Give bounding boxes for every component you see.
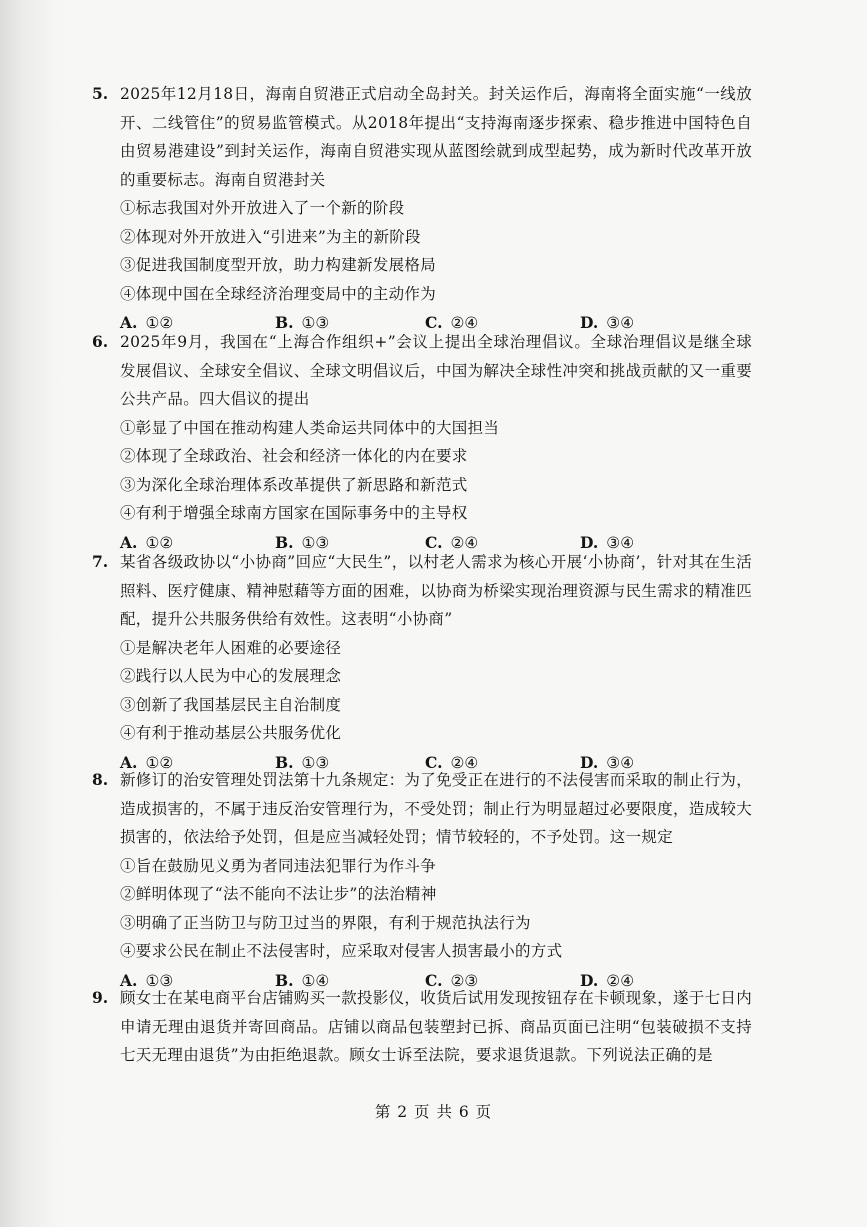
choice-c[interactable]: C. ②③ <box>425 970 479 990</box>
choice-a[interactable]: A. ①② <box>120 532 174 552</box>
choice-b[interactable]: B. ①③ <box>275 313 330 332</box>
question-number: 6. <box>92 332 109 351</box>
question-number: 7. <box>92 552 109 571</box>
statement-4: ④有利于增强全球南方国家在国际事务中的主导权 <box>120 504 468 522</box>
scan-edge-shadow <box>0 0 60 1227</box>
question-5 <box>92 80 752 338</box>
question-stem: 2025年12月18日，海南自贸港正式启动全岛封关。封关运作后，海南将全面实施“一线放开、二线管住”的贸易监管模式。从2018年提出“支持海南逐步探索、稳步推进中国特色自由贸易港建设”到封关运作，海南自贸港实现从蓝图绘就到成型起势，成为新时代改革开放的重要标志。海南自贸港封关 <box>120 85 752 189</box>
question-number: 8. <box>92 770 109 789</box>
choice-c[interactable]: C. ②④ <box>425 532 479 552</box>
statement-2: ②体现对外开放进入“引进来”为主的新阶段 <box>120 227 421 246</box>
statement-1: ①是解决老年人困难的必要途径 <box>120 638 342 657</box>
choice-d[interactable]: D. ③④ <box>580 752 635 772</box>
choice-a[interactable]: A. ①② <box>120 313 174 332</box>
question-stem: 某省各级政协以“小协商”回应“大民生”，以村老人需求为核心开展‘小协商’，针对其在生活照料、医疗健康、精神慰藉等方面的困难，以协商为桥梁实现治理资源与民生需求的精准匹配，提升公共服务供给有效性。这表明“小协商” <box>120 553 753 628</box>
statement-1: ①旨在鼓励见义勇为者同违法犯罪行为作斗争 <box>120 856 437 875</box>
choice-b[interactable]: B. ①③ <box>275 532 330 552</box>
statement-2: ②践行以人民为中心的发展理念 <box>120 667 342 685</box>
question-6 <box>92 328 752 558</box>
question-stem: 顾女士在某电商平台店铺购买一款投影仪，收货后试用发现按钮存在卡顿现象，遂于七日内申请无理由退货并寄回商品。店铺以商品包装塑封已拆、商品页面已注明“包装破损不支持七天无理由退货”为由拒绝退款。顾女士诉至法院，要求退货退款。下列说法正确的是 <box>120 989 753 1064</box>
question-stem: 2025年9月，我国在“上海合作组织+”会议上提出全球治理倡议。全球治理倡议是继全球发展倡议、全球安全倡议、全球文明倡议后，中国为解决全球性冲突和挑战贡献的又一重要公共产品。四大倡议的提出 <box>120 333 753 408</box>
choice-b[interactable]: B. ①④ <box>275 970 330 990</box>
statement-2: ②鲜明体现了“法不能向不法让步”的法治精神 <box>120 885 437 903</box>
question-stem: 新修订的治安管理处罚法第十九条规定：为了免受正在进行的不法侵害而采取的制止行为，造成损害的，不属于违反治安管理行为，不受处罚；制止行为明显超过必要限度，造成较大损害的，依法给予处罚，但是应当减轻处罚；情节较轻的，不予处罚。这一规定 <box>120 771 753 846</box>
statement-4: ④体现中国在全球经济治理变局中的主动作为 <box>120 284 437 303</box>
question-8 <box>92 766 752 996</box>
question-7 <box>92 548 752 778</box>
choice-c[interactable]: C. ②④ <box>425 752 479 772</box>
statement-3: ③创新了我国基层民主自治制度 <box>120 695 342 714</box>
choice-d[interactable]: D. ②④ <box>580 970 635 990</box>
choice-d[interactable]: D. ③④ <box>580 313 635 332</box>
choice-b[interactable]: B. ①③ <box>275 752 330 772</box>
question-number: 9. <box>92 988 109 1007</box>
statement-2: ②体现了全球政治、社会和经济一体化的内在要求 <box>120 447 468 465</box>
question-9 <box>92 984 752 1070</box>
statement-3: ③明确了正当防卫与防卫过当的界限，有利于规范执法行为 <box>120 913 531 932</box>
statement-1: ①标志我国对外开放进入了一个新的阶段 <box>120 199 405 217</box>
choice-a[interactable]: A. ①② <box>120 752 174 772</box>
page-footer: 第 2 页 共 6 页 <box>374 1103 493 1121</box>
statement-3: ③促进我国制度型开放，助力构建新发展格局 <box>120 256 437 274</box>
choice-a[interactable]: A. ①③ <box>120 970 174 990</box>
statement-4: ④有利于推动基层公共服务优化 <box>120 724 342 742</box>
statement-3: ③为深化全球治理体系改革提供了新思路和新范式 <box>120 475 468 494</box>
question-number: 5. <box>92 84 109 103</box>
choice-d[interactable]: D. ③④ <box>580 532 635 552</box>
choice-c[interactable]: C. ②④ <box>425 313 479 332</box>
statement-1: ①彰显了中国在推动构建人类命运共同体中的大国担当 <box>120 418 500 437</box>
statement-4: ④要求公民在制止不法侵害时，应采取对侵害人损害最小的方式 <box>120 942 563 960</box>
